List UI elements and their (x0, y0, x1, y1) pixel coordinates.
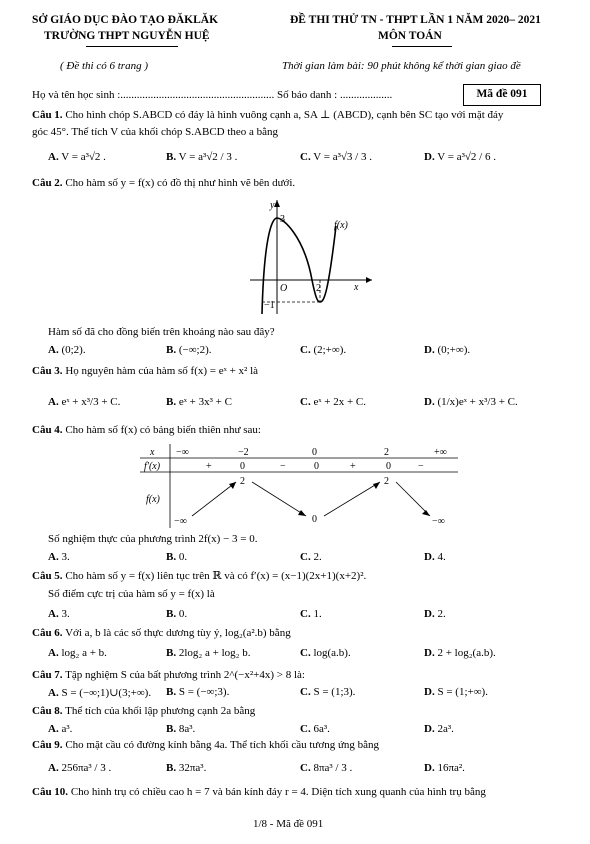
x-tick-2: 2 (316, 283, 321, 294)
origin-label: O (280, 283, 288, 294)
q8-option-d: D. 2a³. (424, 723, 454, 735)
q1-text-line1: Câu 1. Cho hình chóp S.ABCD có đáy là hình vuông cạnh a, SA ⊥ (ABCD), cạnh bên SC tạo với mặt đáy (32, 109, 504, 121)
q5-option-b: B. 0. (166, 608, 188, 620)
table-fp-label: f′(x) (144, 461, 161, 472)
table-sign: + (350, 461, 356, 472)
q6-option-a: A. log₂ a + b. (48, 647, 107, 659)
student-info-line: Họ và tên học sinh :........................................................ Số báo danh : ................... (32, 89, 393, 101)
q5-option-c: C. 1. (300, 608, 322, 620)
q1-text-line2: góc 45°. Thể tích V của khối chóp S.ABCD theo a bằng (32, 126, 279, 138)
q2-option-c: C. (2;+∞). (300, 344, 347, 356)
table-f-value: 0 (312, 514, 317, 525)
time-note: Thời gian làm bài: 90 phút không kể thời gian giao đề (282, 60, 521, 72)
q6-option-b: B. 2log₂ a + log₂ b. (166, 647, 251, 659)
table-x-value: 2 (384, 447, 389, 458)
table-f-value: −∞ (174, 516, 187, 527)
q5-option-a: A. 3. (48, 608, 70, 620)
arrow-up-1 (192, 482, 236, 516)
q8-option-b: B. 8a³. (166, 723, 196, 735)
q10-text-line1: Câu 10. Cho hình trụ có chiều cao h = 7 và bán kính đáy r = 4. Diện tích xung quanh của hình trụ bằng (32, 786, 486, 798)
q2-option-d: D. (0;+∞). (424, 344, 471, 356)
curve-label: f(x) (334, 220, 348, 231)
q4-variation-table (140, 444, 460, 528)
q3-option-a: A. eˣ + x³/3 + C. (48, 396, 121, 408)
q9-option-b: B. 32πa³. (166, 762, 207, 774)
table-x-value: −2 (238, 447, 249, 458)
school-name: TRƯỜNG THPT NGUYỄN HUỆ (44, 30, 210, 42)
q3-option-d: D. (1/x)eˣ + x³/3 + C. (424, 396, 518, 408)
q2-function-graph (250, 196, 380, 316)
table-f-value: 2 (384, 476, 389, 487)
department-name: SỞ GIÁO DỤC ĐÀO TẠO ĐĂKLĂK (32, 14, 219, 26)
table-x-value: −∞ (176, 447, 189, 458)
q4-option-c: C. 2. (300, 551, 322, 563)
q7-option-d: D. S = (1;+∞). (424, 686, 488, 698)
table-x-label: x (150, 447, 155, 458)
q2-option-b: B. (−∞;2). (166, 344, 212, 356)
q6-option-c: C. log(a.b). (300, 647, 351, 659)
y-axis-arrow (274, 200, 280, 207)
q4-question: Số nghiệm thực của phương trình 2f(x) − 3 = 0. (48, 533, 258, 545)
q1-option-b: B. V = a³√2 / 3 . (166, 151, 238, 163)
q4-option-a: A. 3. (48, 551, 70, 563)
exam-title: ĐỀ THI THỬ TN - THPT LẦN 1 NĂM 2020– 2021 (290, 14, 541, 26)
q1-option-d: D. V = a³√2 / 6 . (424, 151, 496, 163)
q7-option-c: C. S = (1;3). (300, 686, 356, 698)
exam-code-box: Mã đề 091 (463, 84, 541, 106)
school-underline (86, 46, 178, 47)
table-f-value: −∞ (432, 516, 445, 527)
table-sign: − (280, 461, 286, 472)
q1-option-a: A. V = a³√2 . (48, 151, 106, 163)
pages-note: ( Đề thi có 6 trang ) (60, 60, 148, 72)
q2-text-line1: Câu 2. Cho hàm số y = f(x) có đồ thị như hình vẽ bên dưới. (32, 177, 296, 189)
table-f-label: f(x) (146, 494, 160, 505)
q3-option-b: B. eˣ + 3x³ + C (166, 396, 232, 408)
q5-option-d: D. 2. (424, 608, 446, 620)
q4-option-b: B. 0. (166, 551, 188, 563)
q8-option-a: A. a³. (48, 723, 73, 735)
q8-option-c: C. 6a³. (300, 723, 330, 735)
q4-text-line1: Câu 4. Cho hàm số f(x) có bảng biến thiên như sau: (32, 424, 261, 436)
q7-option-a: A. S = (−∞;1)∪(3;+∞). (48, 687, 152, 699)
arrow-down-1 (252, 482, 306, 516)
q3-text-line1: Câu 3. Họ nguyên hàm của hàm số f(x) = eˣ + x² là (32, 365, 259, 377)
arrow-down-2 (396, 482, 430, 516)
q6-text-line1: Câu 6. Với a, b là các số thực dương tùy ý, log₂(a².b) bằng (32, 627, 291, 639)
q6-option-d: D. 2 + log₂(a.b). (424, 647, 496, 659)
table-sign: 0 (314, 461, 319, 472)
table-sign: 0 (240, 461, 245, 472)
arrowhead (298, 510, 306, 516)
arrow-up-2 (324, 482, 380, 516)
table-sign: − (418, 461, 424, 472)
y-axis-label: y (270, 200, 275, 211)
q1-option-c: C. V = a³√3 / 3 . (300, 151, 372, 163)
q3-option-c: C. eˣ + 2x + C. (300, 396, 367, 408)
q5-text-line1: Câu 5. Cho hàm số y = f(x) liên tục trên ℝ và có f′(x) = (x−1)(2x+1)(x+2)². (32, 570, 367, 582)
page-footer: 1/8 - Mã đề 091 (253, 818, 324, 830)
q7-option-b: B. S = (−∞;3). (166, 686, 230, 698)
q9-option-a: A. 256πa³ / 3 . (48, 762, 112, 774)
x-axis-label: x (354, 282, 359, 293)
q2-question: Hàm số đã cho đồng biến trên khoảng nào sau đây? (48, 326, 275, 338)
arrowhead (422, 510, 430, 516)
q9-text-line1: Câu 9. Cho mặt cầu có đường kính bằng 4a. Thể tích khối cầu tương ứng bằng (32, 739, 380, 751)
table-x-value: +∞ (434, 447, 447, 458)
subject-underline (392, 46, 452, 47)
q9-option-d: D. 16πa². (424, 762, 465, 774)
q2-option-a: A. (0;2). (48, 344, 86, 356)
table-f-value: 2 (240, 476, 245, 487)
q7-text-line1: Câu 7. Tập nghiệm S của bất phương trình 2^(−x²+4x) > 8 là: (32, 669, 305, 681)
q4-option-d: D. 4. (424, 551, 446, 563)
table-sign: 0 (386, 461, 391, 472)
y-tick-3: 3 (280, 214, 285, 225)
table-sign: + (206, 461, 212, 472)
table-x-value: 0 (312, 447, 317, 458)
x-axis-arrow (366, 277, 372, 283)
q9-option-c: C. 8πa³ / 3 . (300, 762, 353, 774)
subject-title: MÔN TOÁN (378, 30, 442, 42)
q5-text-line2: Số điểm cực trị của hàm số y = f(x) là (48, 588, 215, 600)
arrowhead (373, 482, 380, 489)
y-tick-minus1: −1 (264, 300, 275, 311)
arrowhead (229, 482, 236, 489)
q8-text-line1: Câu 8. Thể tích của khối lập phương cạnh 2a bằng (32, 705, 256, 717)
